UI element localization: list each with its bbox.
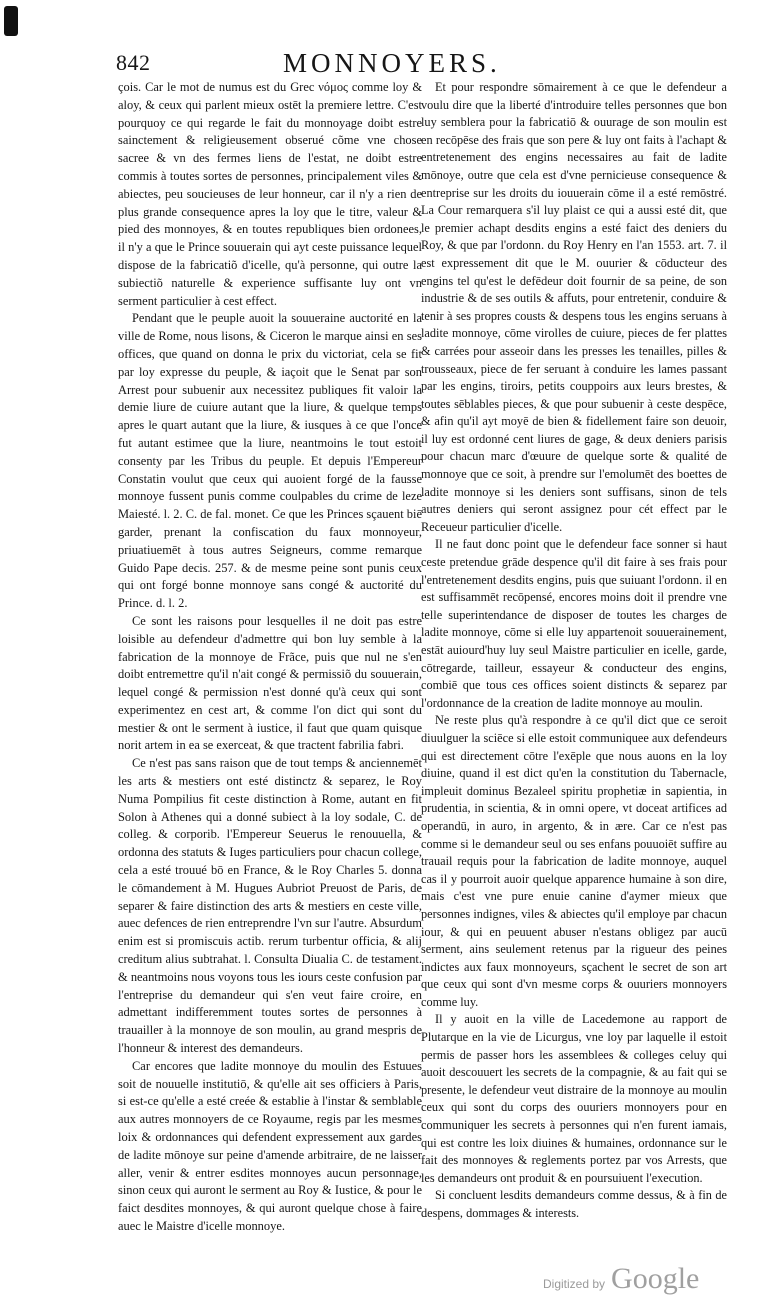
paragraph: çois. Car le mot de numus est du Grec νόμος comme loy & aloy, & ceux qui parlent mieux ostēt la premiere lettre. C'est pourquoy ce qui regarde le fait du monnoyage doibt estre sainctement & religieusement obserué cõme vne chose sacree & vn des fermes liens de l'estat, ne doibt estre commis à toutes sortes de personnes, principalement viles & abiectes, peu soucieuses de leur honneur, car il n'y a rien de plus grande consequence apres la loy que le titre, valeur & pied des monnoyes, & en toutes republiques bien ordonees, il n'y a que le Prince souuerain qui ayt ceste puissance lequel dispose de la fabricatiõ d'icelle, qu'à personne, qui outre la subiectiõ naturelle & experience suffisante luy ont vn serment particulier à cest effect.: [118, 80, 422, 308]
watermark-digitized-by: Digitized by: [543, 1277, 606, 1291]
running-head: MONNOYERS.: [283, 48, 501, 78]
right-column: [421, 79, 727, 1223]
page-header: [0, 48, 771, 78]
paragraph: Il ne faut donc point que le defendeur face sonner si haut ceste pretendue grāde despence qu'il dit faire à ses frais pour l'entretenement desdits engins, puis que suiuant l'ordonn. il en est suffisammēt recōpensé, encores moins doit il prendre vne telle superintendance de disposer de toutes les charges de ladite monnoye, cōme si elle luy appartenoit souuerainement, estāt auiourd'huy luy seul Maistre particulier en icelle, garde, cōtregarde, tailleur, essayeur & conducteur des engins, combiē que tous ces offices soient distincts & separez par l'ordonnance de la creation de ladite monnoye au moulin.: [421, 537, 727, 710]
left-column: [118, 79, 422, 1236]
paragraph: Ce n'est pas sans raison que de tout temps & anciennemēt les arts & mestiers ont esté distinctz & separez, le Roy Numa Pompilius fit ceste distinction à Rome, autant en fit Solon à Athenes qui a donné subiect à la loy sodale, C. de colleg. & corporib. l'Empereur Seuerus le renouuella, & ordonna des statuts & Iuges particuliers pour chacun college, cela a esté trouué bō en France, & le Roy Charles 5. donna le cōmandement à M. Hugues Aubriot Preuost de Paris, de separer & faire distinction des arts & mestiers en ceste ville, auec defences de rien entreprendre l'vn sur l'autre. Absurdum enim est si promiscuis actib. rerum turbentur officia, & alij creditum alius subtrahat. l. Consulta Diualia C. de testament. & neantmoins nous voyons tous les iours ceste confusion par l'entreprise du demandeur qui s'en veut faire croire, en admettant indifferemment toutes sortes de personnes à trauailler à la monnoye de son moulin, au grand mespris de l'honneur & interest des demandeurs.: [118, 756, 422, 1056]
google-logo: Google: [611, 1262, 700, 1295]
paragraph: Il y auoit en la ville de Lacedemone au rapport de Plutarque en la vie de Licurgus, vne loy par laquelle il estoit permis de passer hors les assemblees & colleges celuy qui auoit descouuert les secrets de la compagnie, & au fait qui se presente, le defendeur veut distraire de la monnoye au moulin ceux qui sont du corps des ouuriers monnoyers pour en communiquer les secrets à personnes qui n'en furent iamais, qui est contre les loix diuines & humaines, ordonnance sur le fait des monnoyes & reglements portez par vos Arrests, que les demandeurs ont produit & en poursuiuent l'execution.: [421, 1012, 727, 1185]
binding-mark: [4, 6, 18, 36]
paragraph: Ce sont les raisons pour lesquelles il ne doit pas estre loisible au defendeur d'admettre qui bon luy semble à la fabrication de la monnoye de Frãce, puis que nul ne s'en doibt entremettre qu'il n'ait congé & permissiõ du souuerain, lequel congé & permission n'est donné qu'à ceux qui sont experimentez en cest art, & comme l'on dict qui sont du mestier & ont le serment à iustice, il faut que quam quisque norit artem in ea se exerceat, & que tractent fabrilia fabri.: [118, 613, 422, 753]
paragraph: Pendant que le peuple auoit la souueraine auctorité en la ville de Rome, nous lisons, & Ciceron le marque ainsi en ses offices, que quand on donna le prix du victoriat, cela se fit par loy expresse du peuple, & iaçoit que le Senat par son Arrest pour subuenir aux necessitez publiques fit valoir la demie liure de cuiure autant que la liure, & quelque temps apres le quart autant que la liure, & iusques à ce que l'once fut autant estimee que la liure, neantmoins le tout estoit consenty par les Tribus du peuple. Et depuis l'Empereur Constatin voulut que ceux qui auoient forgé de la fausse monnoye fussent punis comme coulpables du crime de leze Maiesté. l. 2. C. de fal. monet. Ce que les Princes sçauent biē garder, prenant la confiscation du faux monnoyeur, priuatiuemēt à tous autres Seigneurs, comme remarque Guido Pape decis. 257. & de mesme peine sont punis ceux qui ont forgé bonne monnoye sans congé & auctorité du Prince. d. l. 2.: [118, 311, 422, 611]
paragraph: Si concluent lesdits demandeurs comme dessus, & à fin de despens, dommages & interests.: [421, 1188, 727, 1220]
paragraph: Car encores que ladite monnoye du moulin des Estuues soit de nouuelle institutiō, & qu'elle ait ses officiers à Paris, si est-ce qu'elle a esté creée & establie à l'instar & semblable aux autres monnoyers de ce Royaume, regis par les mesmes loix & ordonnances qui defendent expressement aux gardes de ladite mōnoye sur peine d'amende arbitraire, de ne laisser aller, venir & entrer esdites monnoyes aucun personnage, sinon ceux qui auront le serment au Roy & Iustice, & pour le faict desdites monnoyes, & qui auront quelque chose à faire auec le Maistre d'icelle monnoye.: [118, 1058, 422, 1233]
digitization-watermark: [543, 1262, 699, 1296]
page-number: 842: [116, 50, 151, 75]
paragraph: Et pour respondre sōmairement à ce que le defendeur a voulu dire que la liberté d'introduire telles personnes que bon luy semblera pour la fabricatiō & ouurage de son moulin est en recōpēse des frais que son pere & luy ont faits à l'achapt & entretenement des engins necessaires au fait de ladite mōnoye, outre que cela est d'vne pernicieuse consequence & entreprise sur les droits du iouuerain cōme il a esté remōstré. La Cour remarquera s'il luy plaist ce qui a aussi esté dit, que le premier achapt desdits engins a esté faict des deniers du Roy, & que par l'ordonn. du Roy Henry en l'an 1553. art. 7. il est expressement dit que le M. ouurier & cōducteur des engins tel qu'est le defēdeur doit fournir de sa peine, de son industrie & de ses outils & affuts, pour entretenir, conduire & tenir à ses propres cousts & despens tous les engins seruans à ladite monnoye, cōme virolles de cuiure, pieces de fer plattes & carrées pour asseoir dans les presses les tenailles, pilles & trousseaux, piece de fer seruant à conduire les lames passant par les engins, tiroirs, petits couppoirs aux leurs brestes, & toutes sēblables pieces, & que pour subuenir à ceste despēce, & afin qu'il ayt moyē de bien & fidellement faire son deuoir, il luy est ordonné cent liures de gage, & deux deniers parisis pour chacun marc d'œuure de quelque sorte & qualité de monnoye que ce soit, à prendre sur l'emolumēt des boettes de ladite monnoye si les deniers sont suffisans, sinon de tels autres deniers qui seront assignez pour cét effect par le Receueur particulier d'icelle.: [421, 80, 727, 534]
paragraph: Ne reste plus qu'à respondre à ce qu'il dict que ce seroit diuulguer la sciēce si elle estoit communiquee aux defendeurs qui est directement cōtre l'exēple que nous auons en la loy diuine, quand il est dict qu'en la constitution du Tabernacle, impleuit dominus Bezaleel spiritu prophetiæ in sapientia, in prudentia, in scientia, & in omni opere, vt doceat artifices ad operandū, in auro, in argento, & in ære. Car ce n'est pas comme si le demandeur seul ou ses enfans pouuoiēt suffire au trauail requis pour la fabrication de ladite monnoye, auquel cas il y pourroit auoir quelque apparence humaine à son dire, mais c'est vne pure enuie canine d'aymer mieux que personnes indignes, viles & abiectes qu'il employe par chacun iour, & qui en peuuent abuser n'estans obligez par aucū serment, ains seulement retenus par la rigueur des peines indictes aux faux monnoyeurs, sçachent le secret de son art que ceux qui sont d'vn mesme corps & ouuriers monnoyers comme luy.: [421, 713, 727, 1009]
